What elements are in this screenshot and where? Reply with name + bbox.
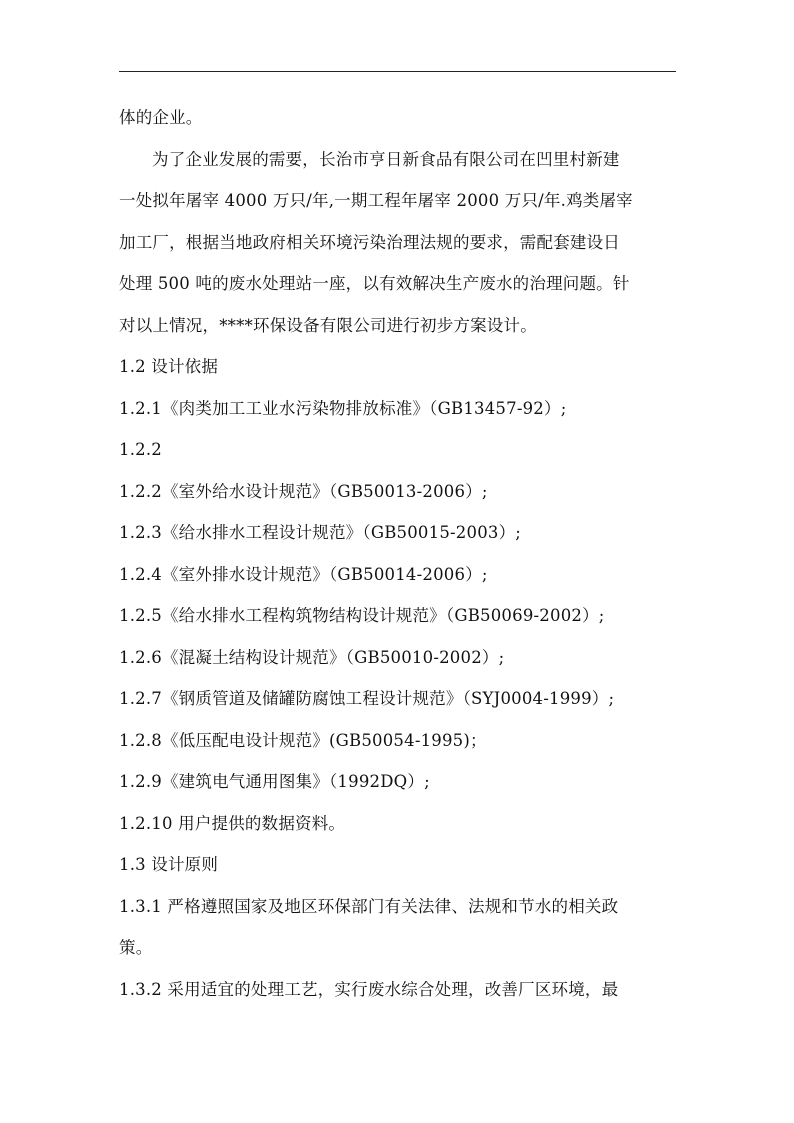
paragraph-line: 体的企业。 — [119, 108, 203, 127]
list-item: 1.2.4《室外排水设计规范》（GB50014-2006）; — [119, 564, 488, 584]
document-body — [119, 97, 676, 1010]
paragraph-line: 一处拟年屠宰 4000 万只/年,一期工程年屠宰 2000 万只/年.鸡类屠宰 — [119, 191, 633, 210]
list-item: 1.2.2《室外给水设计规范》（GB50013-2006）; — [119, 481, 488, 501]
paragraph-line: 加工厂，根据当地政府相关环境污染治理法规的要求，需配套建设日 — [119, 232, 620, 252]
paragraph-line: 为了企业发展的需要，长治市亨日新食品有限公司在凹里村新建 — [152, 149, 620, 169]
list-item: 1.2.10 用户提供的数据资料。 — [119, 813, 346, 833]
section-heading: 1.3 设计原则 — [119, 855, 219, 874]
list-item: 1.2.6《混凝土结构设计规范》（GB50010-2002）; — [119, 647, 505, 667]
list-item: 1.2.2 — [119, 440, 162, 459]
list-item: 策。 — [119, 938, 153, 957]
section-heading: 1.2 设计依据 — [119, 357, 219, 376]
list-item: 1.2.5《给水排水工程构筑物结构设计规范》（GB50069-2002）; — [119, 606, 605, 625]
paragraph-line: 处理 500 吨的废水处理站一座，以有效解决生产废水的治理问题。针 — [119, 274, 630, 293]
header-rule — [119, 71, 676, 72]
list-item: 1.2.3《给水排水工程设计规范》（GB50015-2003）; — [119, 523, 522, 542]
paragraph-line: 对以上情况，****环保设备有限公司进行初步方案设计。 — [119, 315, 537, 335]
list-item: 1.2.7《钢质管道及储罐防腐蚀工程设计规范》（SYJ0004-1999）; — [119, 689, 615, 708]
list-item: 1.2.1《肉类加工工业水污染物排放标准》（GB13457-92）; — [119, 398, 567, 418]
list-item: 1.3.1 严格遵照国家及地区环保部门有关法律、法规和节水的相关政 — [119, 896, 619, 916]
list-item: 1.2.9《建筑电气通用图集》（1992DQ）; — [119, 772, 430, 791]
list-item: 1.2.8《低压配电设计规范》(GB50054-1995)； — [119, 730, 487, 750]
list-item: 1.3.2 采用适宜的处理工艺，实行废水综合处理，改善厂区环境，最 — [119, 979, 619, 999]
